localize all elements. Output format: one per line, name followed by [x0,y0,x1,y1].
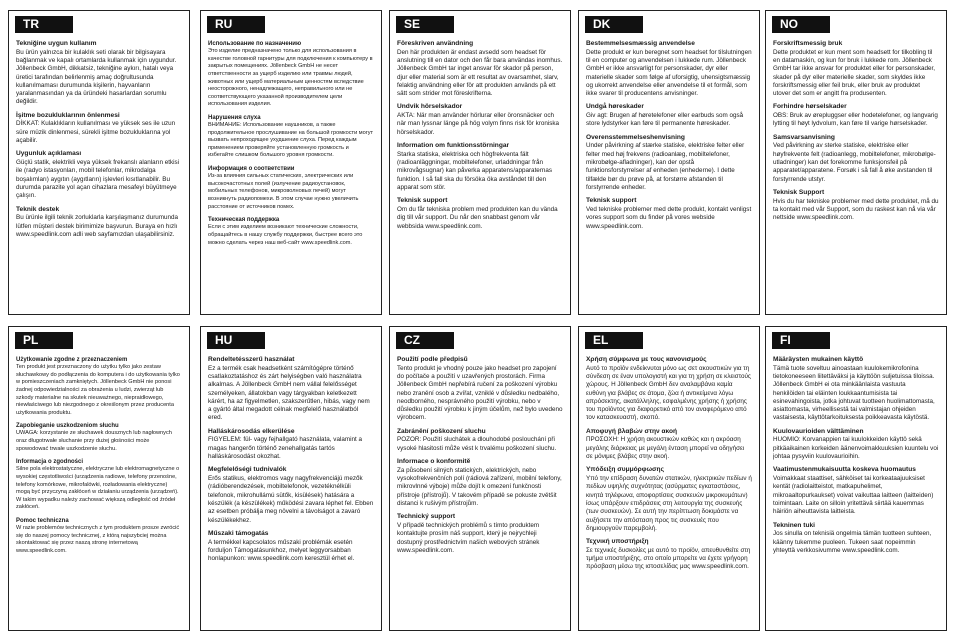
section-text: ВНИМАНИЕ: Использование наушников, а также продолжительное прослушивание на большой громкости могут вызвать непроходящее ухудшение слуха. Перед каждым применением проверяйте установленную громкость и избегайте слишком большого уровня громкости. [208,122,374,159]
language-code-tab: DK [585,16,643,33]
section-heading: Informacja o zgodności [16,459,84,466]
section-heading: Použití podle předpisů [397,356,468,363]
section-heading: Informace o konformitě [397,458,471,466]
section-heading: Tekniğine uygun kullanım [16,40,97,47]
section-heading: Teknisk Support [773,188,825,196]
section-text: Güçlü statik, elektrikli veya yüksek frekanslı alanların etkisi ile (radyo istasyonları, mobil telefonlar, mikrodalga boşalımları) aygıtın (aygıtların) işlevleri kısıtlanabilir. Bu durumda parazite yol açan cihazlara mesafeyi büyütmeye çalışın. [16,159,180,200]
section-text: AKTA: När man använder hörlurar eller öronsnäcker och när man lyssnar länge på hög volym finns risk för kroniska hörselskador. [397,112,560,136]
section-heading: Samsvarsanvisning [773,133,835,141]
section-heading: Использование по назначению [208,41,302,47]
panel-body [397,40,563,310]
section-text: OBS: Bruk av ørepluggser eller hodetelefoner, og langvarig lytting til høyt lydvolum, kan føre til varige hørselskader. [773,112,938,128]
section-text: Giv agt: Brugen af høretelefoner eller earbuds som også store lydstyrker kan føre til permanente høreskader. [586,112,744,128]
section-heading: Χρήση σύμφωνα με τους κανονισμούς [586,356,707,363]
section-text: Ved påvirkning av sterke statiske, elektriske eller høyfrekvente felt (radioanlegg, mobiltelefoner, mikrobølge-utladninger) kan det forekomme funksjonsfeil på apparatet/apparatene. Forsøk i så fall å øke avstanden til forstyrrende utstyr. [773,142,936,183]
panel-el [578,326,760,631]
panel-hu [200,326,382,631]
language-code-tab: TR [15,16,73,33]
section-text: Ten produkt jest przeznaczony do użytku tylko jako zestaw słuchawkowy do podłączenia do komputera i do użytkowania tylko w pomieszczeniach zamkniętych. Jöllenbeck GmbH nie ponosi żadnej odpowiedzialności za obrażenia u ludzi, zwierząt lub szkody materialne na skutek nieuważnego, niepraidłowego, niewłaściwego lub niezgodnego z określonym przez producenta użytkowania produktu. [16,364,180,416]
section-text: Tento produkt je vhodný pouze jako headset pro zapojení do počítače a použití v uzavřených prostorách. Firma Jöllenbeck GmbH nepřebírá ručení za poškození výrobku nebo zranění osob a zvířat, vzniklé v důsledku nedbalého, neodborného, nesprávného použití výrobku, nebo v důsledku použití výrobku k jiným účelům, než bylo uvedeno výrobcem. [397,364,563,422]
panel-ru [200,10,382,315]
language-code-tab: NO [772,16,830,33]
section-heading: Information om funktionsstörningar [397,142,510,150]
section-text: FIGYELEM: fül- vagy fejhallgató használata, valamint a magas hangerőn történő zenehallgatás tartós halláskárosodást okozhat. [208,436,363,461]
section-text: Из-за влияния сильных статических, электрических или высокочастотных полей (излучение радиоустановок, мобильных телефонов, микроволновых печей) могут возникнуть радиопомехи. В этом случае нужно увеличить расстояние от источников помех. [208,173,359,210]
section-heading: Műszaki támogatás [208,529,269,537]
section-heading: Rendeltetésszerű használat [208,356,295,363]
section-text: Voimakkaat staattiset, sähköiset tai korkeataajuuksiset kentät (radiolaitteistot, matkapuhelimet, mikroaaltopurkaukset) voivat vaikuttaa laitteen (laitteiden) toimintaan. Laite on silloin yritettävä siirtää kauemmas häiriön aiheuttavista laitteista. [773,475,934,516]
language-code-tab: CZ [396,332,454,349]
section-text: Dette produkt er kun beregnet som headset for tilslutningen til en computer og anvendelsen i lukkede rum. Jöllenbeck GmbH er ikke ansvarligt for personskader, dyr eller materielle skader som følge af uforsigtig, uhensigtsmæssig og ukorrekt anvendelse eller anvendelse til et formål, som ikke svarer til producentens anvisninger. [586,48,752,98]
language-code-tab: HU [207,332,265,349]
section-text: Starka statiska, elektriska och högfrekventa fält (radioanläggningar, mobiltelefoner, urladdningar från mikrovågsugnar) kan påverka apparatens/apparaternas funktion. I så fall ska du försöka öka avståndet till den apparat som stör. [397,150,553,191]
panel-body [586,356,752,626]
section-text: Jos sinulla on teknisiä ongelmia tämän tuotteen suhteen, käänny tukemme puoleen. Tukeen saat nopeimmin yhteyttä verkkosivumme www.speedlink.com. [773,530,932,554]
section-heading: Информация о соответствии [208,166,295,173]
section-text: DİKKAT: Kulaklıkların kullanılması ve yüksek ses ile uzun süre müzik dinlenmesi, sürekli işitme bozukluklarına yol açabilir. [16,120,176,145]
section-text: Αυτό το προϊόν ενδείκνυται μόνο ως σετ ακουστικών για τη σύνδεση σε έναν υπολογιστή και για τη χρήση σε κλειστούς χώρους. Η Jöllenbeck GmbH δεν αναλαμβάνει καμία ευθύνη για βλάβες σε άτομα, ζώα ή αντικείμενα λόγω απρόσεκτης, ακατάλληλης, εσφαλμένης χρήσης ή χρήσης του προϊόντος για διαφορετικό από τον αναφερόμενο από τον κατασκευαστή, σκοπό. [586,364,751,422]
language-code-tab: PL [15,332,73,349]
section-text: Это изделие предназначено только для использования в качестве головной гарнитуры для подключения к компьютеру в закрытых помещениях. Jöllenbeck GmbH не несет ответственности за ущерб изделию или травмы людей, животных или ущерб материальным ценностям вследствие неосторожного, ненадлежащего, неправильного или не соответствующего указанной производителем цели использования изделия. [208,48,373,108]
section-heading: Zapobieganie uszkodzeniom słuchu [16,423,119,430]
section-text: Ved tekniske problemer med dette produkt, kontakt venligst vores support som du finder på vores webside www.speedlink.com. [586,205,752,230]
section-text: Если с этим изделием возникают технические сложности, обращайтесь в нашу службу поддержки, быстрее всего это можно сделать через наш веб-сайт www.speedlink.com. [208,224,363,246]
section-text: HUOMIO: Korvanappien tai kuulokkeiden käyttö sekä pitkäaikainen korkeiden äänenvoimakkuuksien kuuntelu voi johtaa pysyviin kuulovaurioihin. [773,436,939,461]
section-text: Υπό την επίδραση δυνατών στατικών, ηλεκτρικών πεδίων ή πεδίων υψηλής συχνότητας (ασύρματες εγκαταστάσεις, κινητά τηλέφωνα, αποφορτίσεις συσκευών μικροκυμάτων) ίσως υπάρξουν επιδράσεις στη λειτουργία της συσκευής (των συσκευών). Σε αυτή την περίπτωση δοκιμάστε να αυξήσετε την απόσταση προς τις συσκευές που δημιουργούν παρεμβολή. [586,475,752,532]
section-heading: Техническая поддержка [208,217,280,224]
panel-body [208,40,374,310]
section-heading: Uygunluk açıklaması [16,150,82,158]
section-text: Za působení silných statických, elektrických, nebo vysokofrekvenčních polí (rádiová zařízení, mobilní telefony, mikrovlnné výboje) může dojít k omezení funkčnosti přístroje (přístrojů). V takovém případě se pokuste zvětšit distanci k rušivým přístrojům. [397,466,562,507]
section-heading: Нарушения слуха [208,114,261,121]
section-heading: Undgå høreskader [586,103,644,111]
section-text: A termékkel kapcsolatos műszaki problémák esetén forduljon Támogatásunkhoz, melyet leggyorsabban honlapunkon: www.speedlink.com keresztül érhet el. [208,538,355,563]
section-text: Den här produkten är endast avsedd som headset för anslutning till en dator och den får bara användas inomhus. Jöllenbeck GmbH tar inget ansvar för skador på person, djur eller material som är ett resultat av ovarsamhet, slarv, felaktig användning eller för att produkten används på ett sätt som strider mot föreskrifterna. [397,48,563,98]
panel-body [208,356,374,626]
language-code-tab: EL [585,332,643,349]
section-heading: Forskriftsmessig bruk [773,40,843,47]
section-heading: Teknik destek [16,205,60,213]
section-heading: Megfelelőségi tudnivalók [208,466,287,474]
language-code-tab: FI [772,332,830,349]
section-heading: Użytkowanie zgodne z przeznaczeniem [16,357,128,363]
section-heading: Αποφυγή βλαβών στην ακοή [586,427,678,435]
section-heading: Overensstemmelseshenvisning [586,133,685,141]
section-text: Silne pola elektrostatyczne, elektryczne lub elektromagnetyczne o wysokiej częstotliwości (urządzenia radiowe, telefony przenośne, telefony komórkowe, mikrofalówki, rozładowania elektryczne) mogą być przyczyną zakłóceń w działaniu urządzenia (urządzeń). W takim wypadku należy zachować większą odległość od źródeł zakłóceń. [16,466,180,511]
section-heading: Teknisk support [397,197,448,205]
panel-no [765,10,947,315]
section-heading: Teknisk support [586,197,637,205]
section-heading: Bestemmelsesmæssig anvendelse [586,40,695,47]
section-text: Dette produktet er kun ment som headsett for tilkobling til en datamaskin, og kun for bruk i lukkede rom. Jöllenbeck GmbH tar ikke ansvar for produktet eller for personskader, skader på dyr eller materielle skader, som skyldes ikke forskriftsmessig eller feil bruk, eller bruk av produktet utover det som er angitt fra produsenten. [773,48,936,98]
section-heading: Halláskárosodás elkerülése [208,427,295,435]
section-heading: Föreskriven användning [397,40,474,47]
panel-body [16,356,182,626]
section-heading: Τεχνική υποστήριξη [586,538,649,546]
section-text: Σε τεχνικές δυσκολίες με αυτό το προϊόν, απευθυνθείτε στη τμήμα υποστήριξης, στο οποίο μπορείτε να έχετε γρήγορη πρόσβαση μέσω της ιστοσελίδας μας www.speedlink.com. [586,546,751,571]
section-heading: Zabránění poškození sluchu [397,427,486,435]
section-text: Bu ürün yalnızca bir kulaklık seti olarak bir bilgisayara bağlanmak ve kapalı ortamlarda kullanmak için uygundur. Jöllenbeck GmbH, dikkatsiz, tekniğine aykırı, hatalı veya üretici tarafından belirlenmiş amaç doğrultusunda kullanılmaması durumunda kişilerin, hayvanların yaralanmasından ya da üründeki hasarlardan sorumlu değildir. [16,48,177,106]
section-text: POZOR: Použití sluchátek a dlouhodobé poslouchání při vysoké hlasitosti může vést k trvalému poškození sluchu. [397,436,557,452]
section-heading: Kuulovaurioiden välttäminen [773,427,864,435]
panel-body [773,356,939,626]
section-text: Tämä tuote soveltuu ainoastaan kuulokemikrofonina tietokoneeseen liitettäväksi ja käyttöön suljetuissa tiloissa. Jöllenbeck GmbH ei ota minkäänlaista vastuuta henkilöiden tai eläinten loukkaantumisista tai esinevahingoista, jotka johtuvat tuotteen huolimattomasta, asiattomasta, virheellisestä tai valmistajan ohjeiden vastaisesta, käyttötarkoituksesta poikkeavasta käytöstä. [773,364,935,422]
panel-body [16,40,182,310]
section-heading: Undvik hörselskador [397,103,463,111]
section-text: Hvis du har tekniske problemer med dette produktet, må du ta kontakt med vår Support, som du raskest kan nå via vår nettside www.speedlink.com. [773,197,939,222]
section-text: UWAGA: korzystanie ze słuchawek dousznych lub nagłownych oraz długotrwałe słuchanie przy dużej głośności może spowodować trwałe uszkodzenie słuchu. [16,430,172,452]
section-heading: Technický support [397,513,456,521]
section-text: ΠΡΟΣΟΧΗ: Η χρήση ακουστικών καθώς και η ακρόαση μεγάλης διάρκειας με μεγάλη ένταση μπορεί να οδηγήσει σε μόνιμες βλάβες στην ακοή. [586,436,745,461]
panel-cz [389,326,571,631]
section-text: W razie problemów technicznych z tym produktem prosze zwrócić się do naszej pomocy technicznej, z którą najszybciej można skontaktować się przez naszą stronę internetową www.speedlink.com. [16,525,180,554]
panel-fi [765,326,947,631]
panel-dk [578,10,760,315]
panel-se [389,10,571,315]
section-text: Under påvirkning af stærke statiske, elektriske felter eller felter med høj frekvens (radioanlæg, mobiltelefoner, mikrobølge-afladninger), kan der opstå funktionsforstyrrelser af enheden (enhederne). I dette tilfælde bør du prøve på, at forstørre afstanden til forstyrrende enheder. [586,142,745,191]
section-heading: Tekninen tuki [773,521,816,529]
section-heading: Υπόδειξη συμμόρφωσης [586,466,665,474]
section-heading: Määräysten mukainen käyttö [773,356,864,363]
section-text: Erős statikus, elektromos vagy nagyfrekvenciájú mezők (rádióberendezések, mobiltelefonok, vezetéknélküli telefonok, mikrohullámú sütők, kisülések) hatására a készülék (a készülékek) működési zavara léphet fel. Ebben az esetben próbálja meg növelni a távolságot a zavaró készülékekhez. [208,475,374,524]
section-heading: Forhindre hørselskader [773,103,847,111]
section-text: V případě technických problémů s tímto produktem kontaktujte prosím náš support, který je nejrychleji dostupný prostřednictvím našich webových stránek www.speedlink.com. [397,521,540,554]
section-heading: Pomoc techniczna [16,517,69,524]
panel-pl [8,326,190,631]
section-heading: İşitme bozukluklarının önlenmesi [16,111,120,119]
panel-body [773,40,939,310]
panel-tr [8,10,190,315]
language-code-tab: RU [207,16,265,33]
section-text: Bu ürünle ilgili teknik zorluklarla karşılaşmanız durumunda lütfen müşteri destek birimimize başvurun. Buraya en hızlı www.speedlink.com adli web sayfamızdan ulaşabilirsiniz. [16,214,179,238]
section-text: Om du får tekniska problem med produkten kan du vända dig till vår support. Du når den snabbast genom vår webbsida www.speedlink.com. [397,205,558,230]
panel-body [586,40,752,310]
section-heading: Vaatimustenmukaisuutta koskeva huomautus [773,466,916,474]
panel-body [397,356,563,626]
language-code-tab: SE [396,16,454,33]
section-text: Ez a termék csak headsetként számítógépre történő csatlakoztatáshoz és zárt helyiségben való használatra alkalmas. A Jöllenbeck GmbH nem vállal felelősséget személyeken, állatokban vagy tárgyakban keletkezett kárért, ha az figyelmetlen, szakszerűtlen, hibás, vagy nem a gyártó által megadott célnak megfelelő használatból ered. [208,364,370,422]
